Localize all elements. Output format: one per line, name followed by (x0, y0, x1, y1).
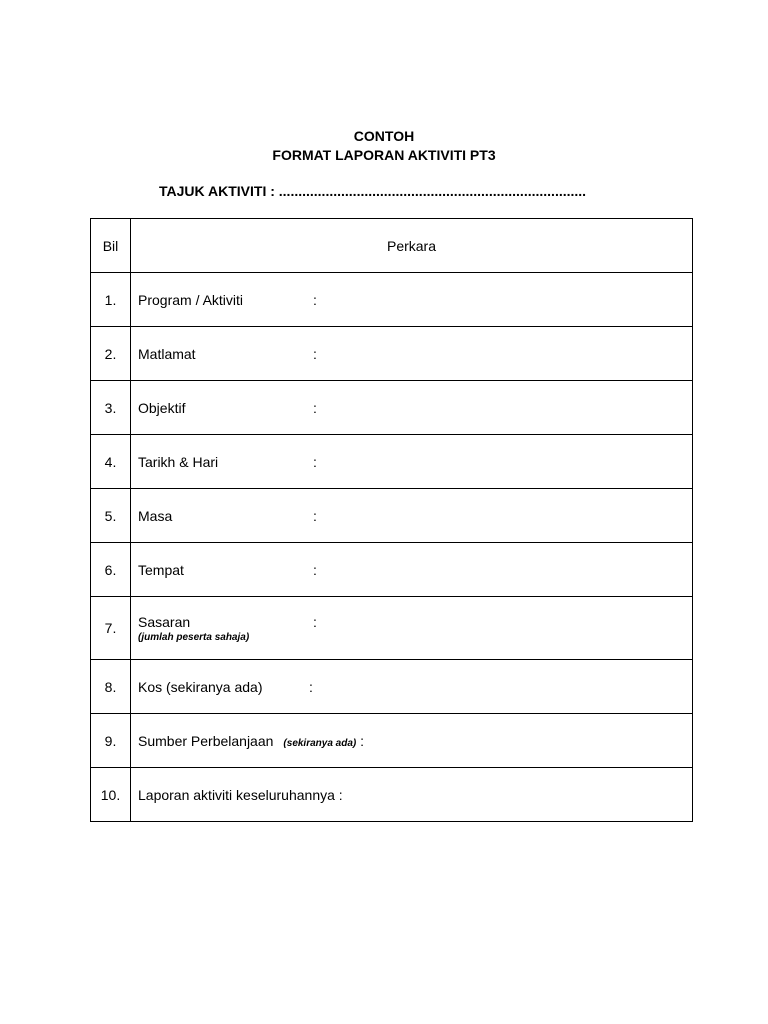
row-colon: : (313, 345, 317, 362)
row-content (131, 489, 693, 543)
row-label: Sumber Perbelanjaan (138, 732, 274, 749)
row-colon: : (313, 561, 317, 578)
row-number: 9. (91, 714, 131, 768)
table-row (91, 714, 693, 768)
table-row (91, 597, 693, 660)
row-number: 4. (91, 435, 131, 489)
row-content (131, 660, 693, 714)
header-bil: Bil (91, 219, 131, 273)
row-content (131, 714, 693, 768)
heading-contoh: CONTOH (353, 128, 415, 144)
table-row (91, 489, 693, 543)
table-row (91, 543, 693, 597)
row-note: (sekiranya ada) (283, 737, 357, 749)
row-content (131, 381, 693, 435)
row-number: 7. (91, 597, 131, 660)
row-label: Kos (sekiranya ada) (138, 678, 263, 695)
row-label: Masa (138, 507, 173, 524)
row-colon: : (313, 399, 317, 416)
tajuk-aktiviti: TAJUK AKTIVITI : ............................................................................... (159, 183, 587, 199)
heading-format: FORMAT LAPORAN AKTIVITI PT3 (272, 147, 496, 163)
row-content (131, 273, 693, 327)
row-colon: : (313, 507, 317, 524)
row-content (131, 597, 693, 660)
row-content (131, 768, 693, 822)
row-label: Program / Aktiviti (138, 291, 244, 308)
table-row (91, 660, 693, 714)
row-content (131, 327, 693, 381)
table-row (91, 273, 693, 327)
row-number: 1. (91, 273, 131, 327)
header-perkara: Perkara (131, 219, 693, 273)
row-number: 8. (91, 660, 131, 714)
row-label: Tarikh & Hari (138, 453, 219, 470)
row-number: 5. (91, 489, 131, 543)
table-row (91, 327, 693, 381)
row-label: Objektif (138, 399, 186, 416)
row-colon: : (360, 732, 365, 749)
row-colon: : (313, 291, 317, 308)
row-number: 2. (91, 327, 131, 381)
table-header-row (91, 219, 693, 273)
row-colon: : (313, 453, 317, 470)
row-label: Tempat (138, 561, 184, 578)
row-colon: : (313, 613, 317, 630)
row-label: Laporan aktiviti keseluruhannya : (138, 786, 343, 803)
table-row (91, 381, 693, 435)
row-note: (jumlah peserta sahaja) (138, 631, 250, 643)
row-label: Matlamat (138, 345, 196, 362)
table-row (91, 768, 693, 822)
row-content (131, 543, 693, 597)
row-number: 6. (91, 543, 131, 597)
row-content (131, 435, 693, 489)
row-number: 10. (91, 768, 131, 822)
report-format-table (90, 218, 693, 822)
row-colon: : (309, 678, 313, 695)
table-row (91, 435, 693, 489)
row-label: Sasaran (138, 613, 191, 630)
row-number: 3. (91, 381, 131, 435)
